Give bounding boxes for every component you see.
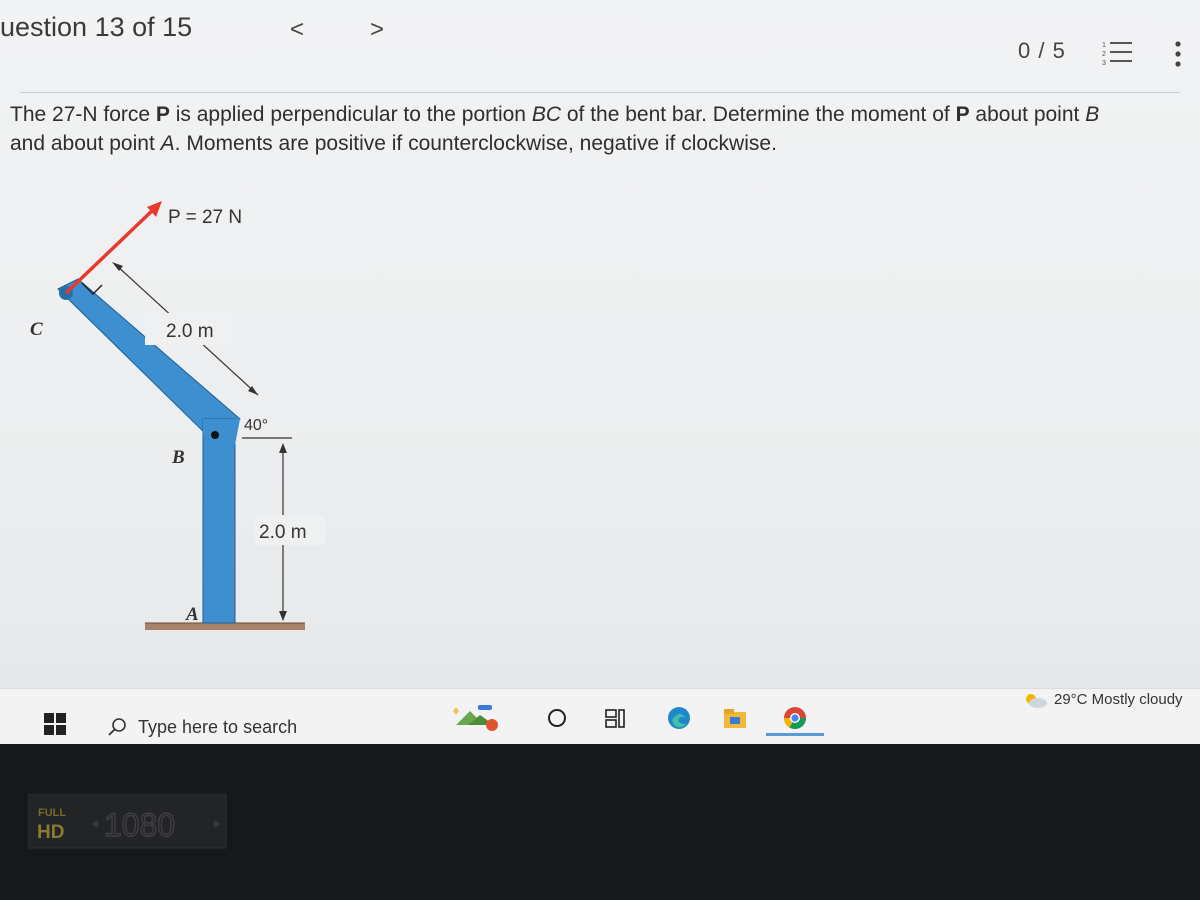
svg-text:2: 2	[1102, 51, 1106, 58]
angle-label: 40°	[244, 417, 269, 434]
next-question-button[interactable]: >	[370, 16, 385, 43]
question-text: The 27-N force P is applied perpendicular to the portion BC of the bent bar. Determine the moment of P about point B and about point A. Moments are positive if counterclockwise, negative if clockwise.	[10, 103, 1100, 155]
badge-hd: HD	[37, 822, 65, 843]
numbered-list-icon[interactable]	[1100, 38, 1134, 68]
dim-ab-label: 2.0 m	[259, 522, 307, 543]
more-options-icon[interactable]	[1172, 40, 1184, 70]
file-explorer-icon[interactable]	[720, 703, 750, 733]
edge-icon[interactable]	[664, 703, 694, 733]
cortana-icon[interactable]	[542, 703, 572, 733]
search-placeholder: Type here to search	[138, 717, 298, 737]
task-view-icon[interactable]	[600, 703, 630, 733]
bar-ab	[203, 419, 235, 623]
question-header	[0, 0, 1200, 92]
weather-text: 29°C Mostly cloudy	[1054, 691, 1183, 708]
widgets-icon[interactable]	[450, 703, 504, 733]
badge-full: FULL	[38, 807, 67, 819]
chrome-icon[interactable]	[780, 703, 810, 733]
badge-resolution: 1080	[104, 807, 176, 843]
svg-text:1: 1	[1102, 42, 1106, 49]
point-b-label: B	[172, 447, 185, 468]
force-label: P = 27 N	[168, 207, 243, 228]
active-app-indicator	[766, 733, 824, 736]
dim-bc-label: 2.0 m	[166, 321, 214, 342]
search-icon	[108, 717, 128, 737]
windows-taskbar	[0, 688, 1200, 745]
point-c-label: C	[30, 319, 43, 340]
bar-bc	[58, 279, 240, 440]
force-arrow	[66, 208, 155, 293]
point-a-label: A	[186, 604, 199, 625]
windows-logo-icon[interactable]	[44, 713, 66, 735]
taskbar-search-box[interactable]	[86, 703, 386, 739]
weather-icon	[1020, 691, 1050, 711]
score-display: 0 / 5	[1018, 38, 1066, 63]
bent-bar-diagram	[0, 195, 340, 655]
ground	[145, 623, 305, 630]
header-divider	[20, 92, 1180, 93]
full-hd-badge	[28, 794, 228, 850]
svg-text:3: 3	[1102, 60, 1106, 67]
question-counter: uestion 13 of 15	[0, 12, 193, 42]
prev-question-button[interactable]: <	[290, 16, 305, 43]
